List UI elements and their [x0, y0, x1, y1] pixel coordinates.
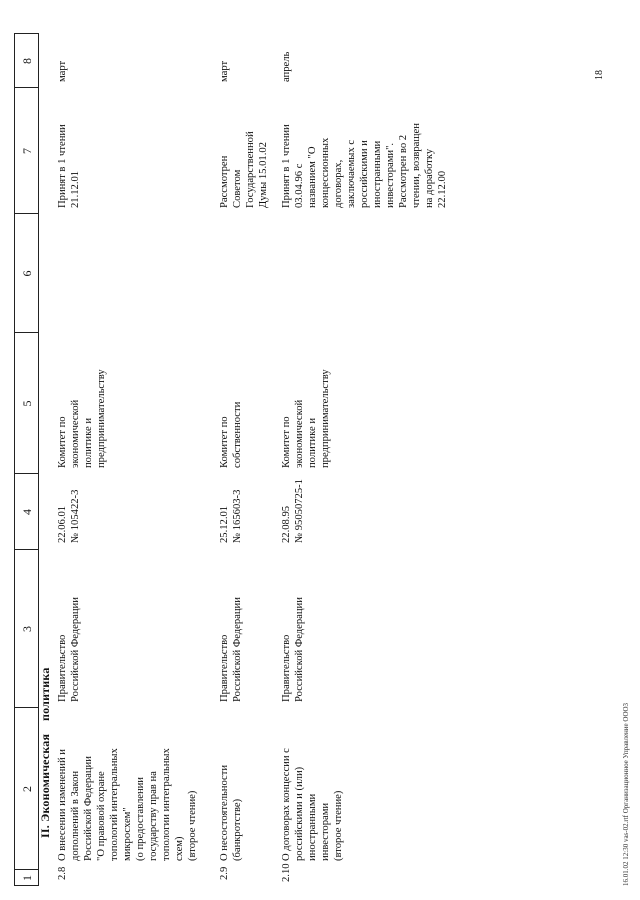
- row-author: Правительство Российской Федерации: [57, 597, 81, 702]
- column-number: 7: [20, 148, 34, 154]
- row-date-number: 22.06.01 № 105422-3: [57, 489, 81, 543]
- row-status: Рассмотрен Советом Государственной Думы 15.01.02: [219, 131, 269, 208]
- row-author: Правительство Российской Федерации: [219, 597, 243, 702]
- column-number: 8: [20, 58, 34, 64]
- row-committee: Комитет по собственности: [219, 401, 243, 468]
- row-author: Правительство Российской Федерации: [281, 597, 305, 702]
- row-number: 2.9: [219, 866, 230, 880]
- row-number: 2.8: [57, 866, 68, 880]
- column-number: 4: [20, 509, 34, 515]
- column-number: 6: [20, 270, 34, 277]
- row-committee: Комитет по экономической политике и предпринимательству: [57, 369, 107, 468]
- row-committee: Комитет по экономической политике и предпринимательству: [281, 369, 331, 468]
- section-title: II. Экономическая политика: [38, 667, 52, 838]
- row-status: Принят в 1 чтении 03.04.96 с названием "О концессионных договорах, заключаемых с российскими и иностранными инвесторами". Рассмотрен во 2 чтении, возвращен на доработку 22.12.00: [281, 123, 448, 208]
- column-number: 1: [20, 875, 34, 881]
- row-month: март: [57, 60, 68, 82]
- row-month: апрель: [281, 51, 292, 82]
- row-month: март: [219, 60, 230, 82]
- header-top-line: [14, 33, 15, 886]
- document-footer: 16.01.02 12:30 vas-02.rtf Организационное Управление ООО3: [622, 702, 630, 886]
- column-number: 3: [20, 626, 34, 632]
- row-title: О несостоятельности (банкротстве): [219, 764, 243, 861]
- column-number: 2: [20, 786, 34, 792]
- row-date-number: 25.12.01 № 165603-3: [219, 489, 243, 543]
- row-title: О внесении изменений и дополнений в Закон Российской Федерации "О правовой охране топологий интегральных микросхем" (о предоставлении государству прав на топологии интегральных схем) (второе чтение): [57, 748, 198, 861]
- column-number: 5: [20, 400, 34, 407]
- row-number: 2.10: [281, 863, 292, 882]
- row-date-number: 22.08.95 № 95050725-1: [281, 479, 305, 543]
- page-number: 18: [594, 70, 605, 80]
- row-title: О договорах концессии с российскими и (или) иностранными инвесторами (второе чтение): [281, 748, 344, 861]
- row-status: Принят в 1 чтении 21.12.01: [57, 124, 81, 208]
